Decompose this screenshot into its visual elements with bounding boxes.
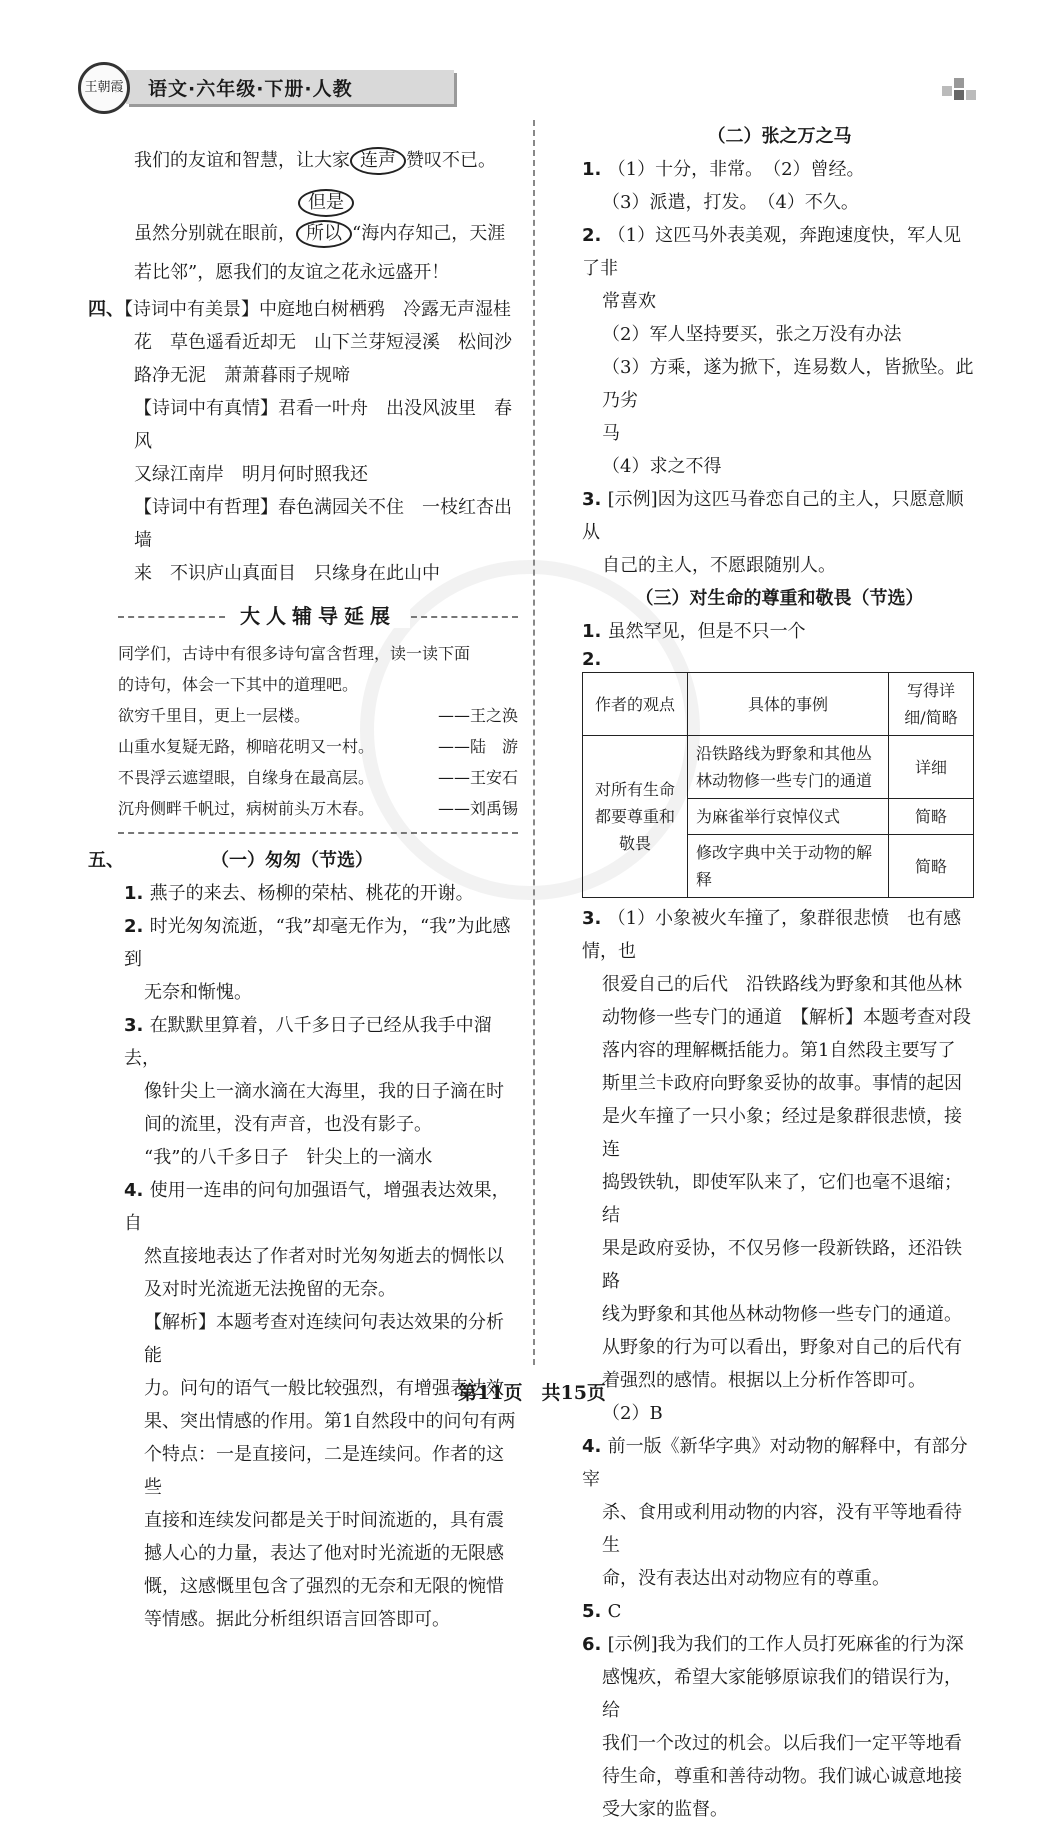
answer-4: 4. 前一版《新华字典》对动物的解释中，有部分宰	[582, 1436, 968, 1490]
text-line: 命，没有表达出对动物应有的尊重。	[602, 1568, 890, 1589]
text-line: 撼人心的力量，表达了他对时光流逝的无限感	[144, 1543, 504, 1564]
text-line: “我”的八千多日子 针尖上的一滴水	[144, 1147, 433, 1168]
text-line: 线为野象和其他丛林动物修一些专门的通道。	[602, 1304, 962, 1325]
text-line: 个特点：一是直接问，二是连续问。作者的这些	[144, 1444, 504, 1498]
table-header: 写得详细/简略	[889, 673, 974, 736]
table-cell: 为麻雀举行哀悼仪式	[688, 799, 889, 835]
section-5-heading: 五、 （一）匆匆（节选）	[88, 850, 373, 871]
answer-1: 1. （1）十分，非常。 （2）曾经。	[582, 159, 865, 180]
answer-5: 5. C	[582, 1601, 622, 1622]
page-header	[78, 62, 978, 110]
text-line: 像针尖上一滴水滴在大海里，我的日子滴在时	[144, 1081, 504, 1102]
table-cell: 简略	[889, 835, 974, 898]
answer-2-label: 2.	[582, 649, 602, 670]
text-line: 我们一个改过的机会。以后我们一定平等地看	[602, 1733, 962, 1754]
table-cell: 修改字典中关于动物的解释	[688, 835, 889, 898]
poem-line: 山重水复疑无路，柳暗花明又一村。 ——陆 游	[118, 737, 518, 756]
text-line: 果是政府妥协，不仅另修一段新铁路，还沿铁路	[602, 1238, 962, 1292]
section-title: （二）张之万之马	[707, 126, 852, 147]
text-line: 马	[602, 423, 620, 444]
answer-1: 1. 虽然罕见，但是不只一个	[582, 621, 806, 642]
answer-3: 3. [示例]因为这匹马眷恋自己的主人，只愿意顺从	[582, 489, 964, 543]
text-line: 是火车撞了一只小象；经过是象群很悲愤，接连	[602, 1106, 962, 1160]
text-line: 很爱自己的后代 沿铁路线为野象和其他丛林	[602, 974, 962, 995]
text-line: 无奈和惭愧。	[144, 982, 252, 1003]
text-line: 自己的主人，不愿跟随别人。	[602, 555, 836, 576]
text-line: 【诗词中有哲理】春色满园关不住 一枝红杏出墙	[134, 497, 512, 551]
text-line: 等情感。据此分析组织语言回答即可。	[144, 1609, 450, 1630]
table-header: 具体的事例	[688, 673, 889, 736]
section-4: 四、【诗词中有美景】中庭地白树栖鸦 冷露无声湿桂	[88, 299, 511, 320]
table-cell: 简略	[889, 799, 974, 835]
text-line: （3）派遣，打发。 （4）不久。	[602, 192, 859, 213]
right-column	[582, 120, 977, 1826]
box-text: 的诗句，体会一下其中的道理吧。	[118, 675, 359, 694]
insert-above: 但是	[88, 189, 518, 217]
text-line: 落内容的理解概括能力。第1自然段主要写了	[602, 1040, 956, 1061]
text-line: 受大家的监督。	[602, 1799, 728, 1820]
table-cell: 详细	[889, 736, 974, 799]
text-line: 力。问句的语气一般比较强烈，有增强表达效	[144, 1378, 504, 1399]
text-line: 【诗词中有真情】君看一叶舟 出没风波里 春风	[134, 398, 512, 452]
text-line: 虽然分别就在眼前， 所以 “海内存知己，天涯	[88, 217, 518, 250]
text-line: 感愧疚，希望大家能够原谅我们的错误行为，给	[602, 1667, 962, 1721]
book-title: 语文·六年级·下册·人教	[148, 78, 353, 100]
answer-1: 1. 燕子的来去、杨柳的荣枯、桃花的开谢。	[124, 883, 474, 904]
text-line: 从野象的行为可以看出，野象对自己的后代有	[602, 1337, 962, 1358]
circled-word: 所以	[296, 220, 352, 248]
text-line: （4）求之不得	[602, 456, 722, 477]
column-divider	[533, 120, 535, 1365]
section-title: （三）对生命的尊重和敬畏（节选）	[635, 588, 924, 609]
poem-line: 沉舟侧畔千帆过，病树前头万木春。 ——刘禹锡	[118, 799, 518, 818]
text-line: 间的流里，没有声音，也没有影子。	[144, 1114, 432, 1135]
answer-3: 3. 在默默里算着，八千多日子已经从我手中溜去，	[124, 1015, 492, 1069]
extension-box-title: 大人辅导延展	[118, 596, 518, 636]
answer-2: 2. （1）这匹马外表美观，奔跑速度快，军人见了非	[582, 225, 962, 279]
left-column	[88, 120, 518, 1636]
text-line: 待生命，尊重和善待动物。我们诚心诚意地接	[602, 1766, 962, 1787]
text-line: 路净无泥 萧萧暮雨子规啼	[134, 365, 350, 386]
text-line: （3）方乘，遂为掀下，连易数人，皆掀坠。此乃劣	[602, 357, 974, 411]
box-text: 同学们，古诗中有很多诗句富含哲理，读一读下面	[118, 644, 471, 663]
text-line: 【解析】本题考查对连续问句表达效果的分析能	[144, 1312, 504, 1366]
answer-6: 6. [示例]我为我们的工作人员打死麻雀的行为深	[582, 1634, 964, 1655]
text-line: 动物修一些专门的通道 【解析】本题考查对段	[602, 1007, 971, 1028]
table-cell: 沿铁路线为野象和其他丛林动物修一些专门的通道	[688, 736, 889, 799]
page-number: 第11页 共15页	[458, 1382, 606, 1404]
text-line: 来 不识庐山真面目 只缘身在此山中	[134, 563, 440, 584]
table-cell-view: 对所有生命都要尊重和敬畏	[583, 736, 688, 898]
answer-4: 4. 使用一连串的问句加强语气，增强表达效果，自	[124, 1180, 510, 1234]
text-line: 若比邻”，愿我们的友谊之花永远盛开！	[134, 262, 450, 283]
text-line: 着强烈的感情。根据以上分析作答即可。	[602, 1370, 926, 1391]
logo: 王朝霞	[78, 62, 130, 114]
answer-2: 2. 时光匆匆流逝，“我”却毫无作为，“我”为此感到	[124, 916, 511, 970]
text-line: （2）B	[602, 1403, 663, 1424]
text-line: 又绿江南岸 明月何时照我还	[134, 464, 368, 485]
text-line: （2）军人坚持要买，张之万没有办法	[602, 324, 902, 345]
text-line: 及对时光流逝无法挽留的无奈。	[144, 1279, 396, 1300]
poem-line: 欲穷千里目，更上一层楼。 ——王之涣	[118, 706, 518, 725]
answer-3: 3. （1）小象被火车撞了，象群很悲愤 也有感情，也	[582, 908, 962, 962]
text-line: 捣毁铁轨，即使军队来了，它们也毫不退缩；结	[602, 1172, 962, 1226]
text-line: 花 草色遥看近却无 山下兰芽短浸溪 松间沙	[134, 332, 512, 353]
text-line: 直接和连续发问都是关于时间流逝的，具有震	[144, 1510, 504, 1531]
text-line: 常喜欢	[602, 291, 656, 312]
text-line: 然直接地表达了作者对时光匆匆逝去的惆怅以	[144, 1246, 504, 1267]
text-line: 杀、食用或利用动物的内容，没有平等地看待生	[602, 1502, 962, 1556]
circled-word: 连声	[350, 147, 406, 175]
table-header: 作者的观点	[583, 673, 688, 736]
text-line: 我们的友谊和智慧，让大家 连声 赞叹不已。	[88, 144, 518, 177]
text-line: 慨，这感慨里包含了强烈的无奈和无限的惋惜	[144, 1576, 504, 1597]
decor-squares	[942, 78, 978, 102]
text-line: 果、突出情感的作用。第1自然段中的问句有两	[144, 1411, 516, 1432]
extension-box	[118, 638, 518, 834]
answer-table	[582, 672, 974, 898]
poem-line: 不畏浮云遮望眼，自缘身在最高层。 ——王安石	[118, 768, 518, 787]
text-line: 斯里兰卡政府向野象妥协的故事。事情的起因	[602, 1073, 962, 1094]
